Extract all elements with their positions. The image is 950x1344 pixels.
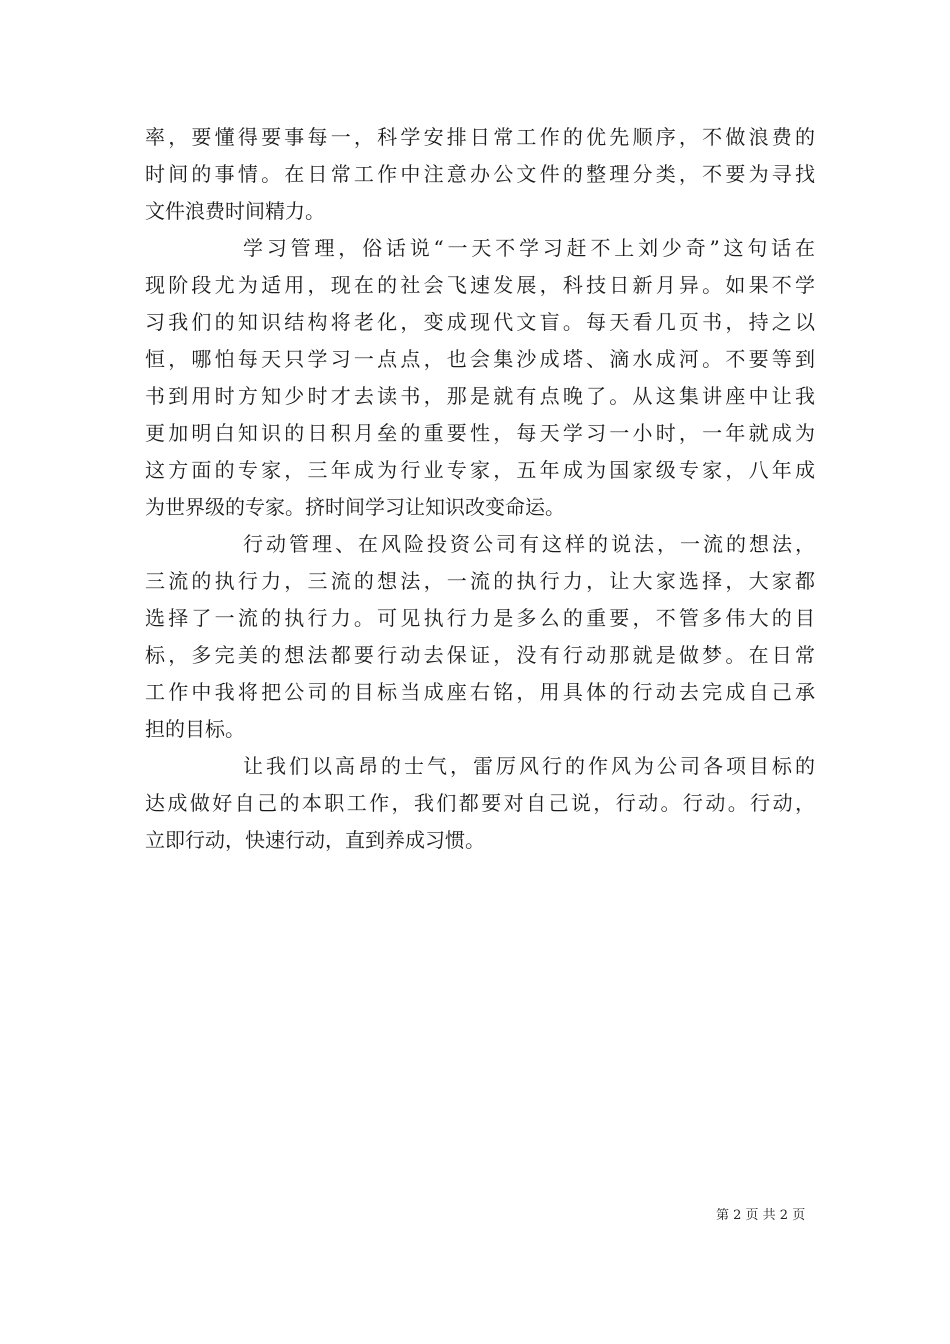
text-line: 书到用时方知少时才去读书，那是就有点晚了。从这集讲座中让我 xyxy=(145,384,815,408)
text-line: 让我们以高昂的士气，雷厉风行的作风为公司各项目标的 xyxy=(243,754,815,778)
document-body xyxy=(145,119,815,859)
text-line: 行动管理、在风险投资公司有这样的说法，一流的想法， xyxy=(243,532,815,556)
text-line: 率，要懂得要事每一，科学安排日常工作的优先顺序，不做浪费的 xyxy=(145,125,815,149)
text-line: 达成做好自己的本职工作，我们都要对自己说，行动。行动。行动， xyxy=(145,791,815,815)
text-line: 习我们的知识结构将老化，变成现代文盲。每天看几页书，持之以 xyxy=(145,310,815,334)
text-line: 工作中我将把公司的目标当成座右铭，用具体的行动去完成自己承 xyxy=(145,680,815,704)
text-line: 担的目标。 xyxy=(145,717,245,741)
text-line: 立即行动，快速行动，直到养成习惯。 xyxy=(145,828,485,852)
paragraph xyxy=(145,526,815,748)
text-line: 时间的事情。在日常工作中注意办公文件的整理分类，不要为寻找 xyxy=(145,162,815,186)
text-line: 选择了一流的执行力。可见执行力是多么的重要，不管多伟大的目 xyxy=(145,606,815,630)
paragraph xyxy=(145,230,815,526)
text-line: 这方面的专家，三年成为行业专家，五年成为国家级专家，八年成 xyxy=(145,458,815,482)
text-line: 恒，哪怕每天只学习一点点，也会集沙成塔、滴水成河。不要等到 xyxy=(145,347,815,371)
page-number-footer: 第 2 页 共 2 页 xyxy=(716,1208,806,1223)
text-line: 更加明白知识的日积月垒的重要性，每天学习一小时，一年就成为 xyxy=(145,421,815,445)
text-line: 现阶段尤为适用，现在的社会飞速发展，科技日新月异。如果不学 xyxy=(145,273,815,297)
text-line: 文件浪费时间精力。 xyxy=(145,199,325,223)
text-line: 为世界级的专家。挤时间学习让知识改变命运。 xyxy=(145,495,565,519)
text-line: 学习管理，俗话说“一天不学习赶不上刘少奇”这句话在 xyxy=(243,236,815,260)
text-line: 标，多完美的想法都要行动去保证，没有行动那就是做梦。在日常 xyxy=(145,643,815,667)
text-line: 三流的执行力，三流的想法，一流的执行力，让大家选择，大家都 xyxy=(145,569,815,593)
paragraph xyxy=(145,119,815,230)
paragraph xyxy=(145,748,815,859)
